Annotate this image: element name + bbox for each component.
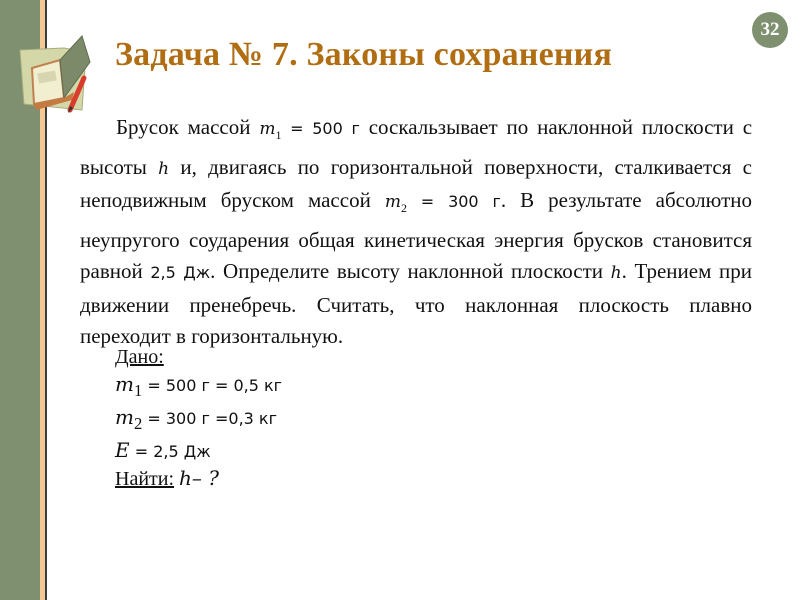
book-pencil-icon xyxy=(14,20,94,115)
given-block xyxy=(115,344,282,493)
problem-text: Брусок массой $m_1 = 500$ г соскальзывает по наклонной плоскости с высоты h и, двигаясь по горизонтальной поверхности, сталкивается с неподвижным бруском массой $m_2 = 300$ г. В результате абсолютно неупругого соударения общая кинетическая энергия брусков становится равной 2,5 Дж. Определите высоту наклонной плоскости h. Трением при движении пренебречь. Считать, что наклонная плоскость плавно переходит в горизонтальную. xyxy=(80,115,753,349)
given-line-energy: E = 2,5 Дж xyxy=(115,438,211,462)
page-number-badge: 32 xyxy=(752,12,788,48)
find-line: Найти: h– ? xyxy=(115,466,220,490)
given-header: Дано: xyxy=(115,346,164,368)
given-line-m1: $m_1 = 500$ г = 0,5 кг xyxy=(115,372,283,400)
given-line-m2: $m_2 = 300$ г =0,3 кг xyxy=(115,405,277,433)
slide-title: Задача № 7. Законы сохранения xyxy=(115,36,613,73)
